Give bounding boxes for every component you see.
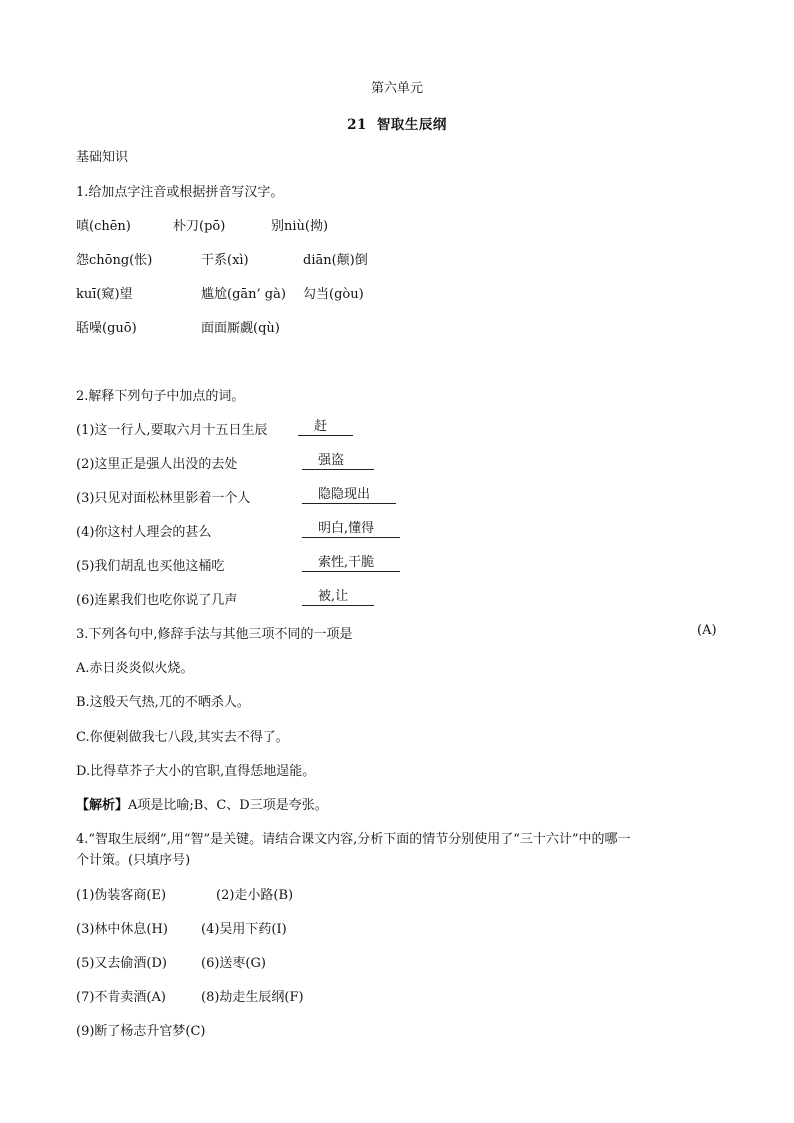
- q3-analysis: [76, 794, 328, 813]
- q4-item: (2)走小路(B): [216, 888, 294, 903]
- q3-option: D.比得草芥子大小的官职,直得恁地逞能。: [76, 764, 316, 779]
- q2-answer-text: 明白,懂得: [302, 521, 400, 538]
- lesson-title-text: 智取生辰纲: [376, 117, 447, 133]
- q2-sentence: (3)只见对面松林里影着一个人: [76, 491, 251, 506]
- q1-item: diān(颠)倒: [303, 253, 368, 268]
- q3-option: A.赤日炎炎似火烧。: [76, 661, 194, 676]
- q2-sentence: (1)这一行人,要取六月十五日生辰: [76, 423, 268, 438]
- q3-option: B.这般天气热,兀的不晒杀人。: [76, 695, 250, 710]
- q2-prompt: 2.解释下列句子中加点的词。: [76, 389, 245, 404]
- q2-answer: [302, 487, 396, 504]
- q1-item: 嗔(chēn): [76, 219, 131, 234]
- q4-item: (7)不肯卖酒(A): [76, 990, 166, 1005]
- q2-sentence: (4)你这村人理会的甚么: [76, 525, 212, 540]
- q4-item: (8)劫走生辰纲(F): [201, 990, 304, 1005]
- q2-answer-text: 强盗: [302, 453, 374, 470]
- q2-answer: [302, 521, 400, 538]
- q2-answer-text: 被,让: [302, 589, 374, 606]
- q1-prompt: 1.给加点字注音或根据拼音写汉字。: [76, 185, 284, 200]
- q1-item: 干系(xì): [201, 253, 249, 268]
- analysis-label: 【解析】: [76, 798, 129, 813]
- unit-heading: 第六单元: [370, 81, 423, 96]
- q1-item: 尴尬(gān’ gà): [201, 287, 286, 302]
- q2-answer-text: 索性,干脆: [302, 555, 400, 572]
- q2-answer: [302, 589, 374, 606]
- q4-item: (5)又去偷酒(D): [76, 956, 167, 971]
- q3-answer: (A): [697, 623, 717, 638]
- q4-item: (9)断了杨志升官梦(C): [76, 1024, 206, 1039]
- q1-item: 聒噪(guō): [76, 321, 137, 336]
- q2-sentence: (2)这里正是强人出没的去处: [76, 457, 238, 472]
- q2-answer-text: 隐隐现出: [302, 487, 396, 504]
- q2-answer: [298, 419, 353, 436]
- q2-sentence: (6)连累我们也吃你说了几声: [76, 593, 238, 608]
- q2-answer: [302, 555, 400, 572]
- q3-option: C.你便剁做我七八段,其实去不得了。: [76, 730, 289, 745]
- q4-item: (6)送枣(G): [201, 956, 266, 971]
- q4-item: (3)林中休息(H): [76, 922, 168, 937]
- q1-item: 面面厮觑(qù): [201, 321, 280, 336]
- q4-item: (1)伪装客商(E): [76, 888, 167, 903]
- q4-prompt: 个计策。(只填序号): [76, 853, 191, 868]
- section-title: 基础知识: [76, 150, 129, 165]
- q1-item: 别niù(拗): [271, 219, 329, 234]
- q4-item: (4)吴用下药(I): [201, 922, 287, 937]
- q4-prompt: 4.“智取生辰纲”,用“智”是关键。请结合课文内容,分析下面的情节分别使用了“三十六计”中的哪一: [76, 832, 631, 847]
- lesson-title: [0, 113, 794, 133]
- q2-answer: [302, 453, 374, 470]
- q1-item: 怨chōng(怅): [76, 253, 153, 268]
- lesson-number: 21: [347, 117, 367, 133]
- q1-item: kuī(窥)望: [76, 287, 133, 302]
- q2-answer-text: 赶: [298, 419, 353, 436]
- q1-item: 朴刀(pō): [173, 219, 226, 234]
- q3-prompt: 3.下列各句中,修辞手法与其他三项不同的一项是: [76, 627, 353, 642]
- q1-item: 勾当(gòu): [303, 287, 364, 302]
- analysis-text: A项是比喻;B、C、D三项是夸张。: [128, 798, 328, 813]
- q2-sentence: (5)我们胡乱也买他这桶吃: [76, 559, 225, 574]
